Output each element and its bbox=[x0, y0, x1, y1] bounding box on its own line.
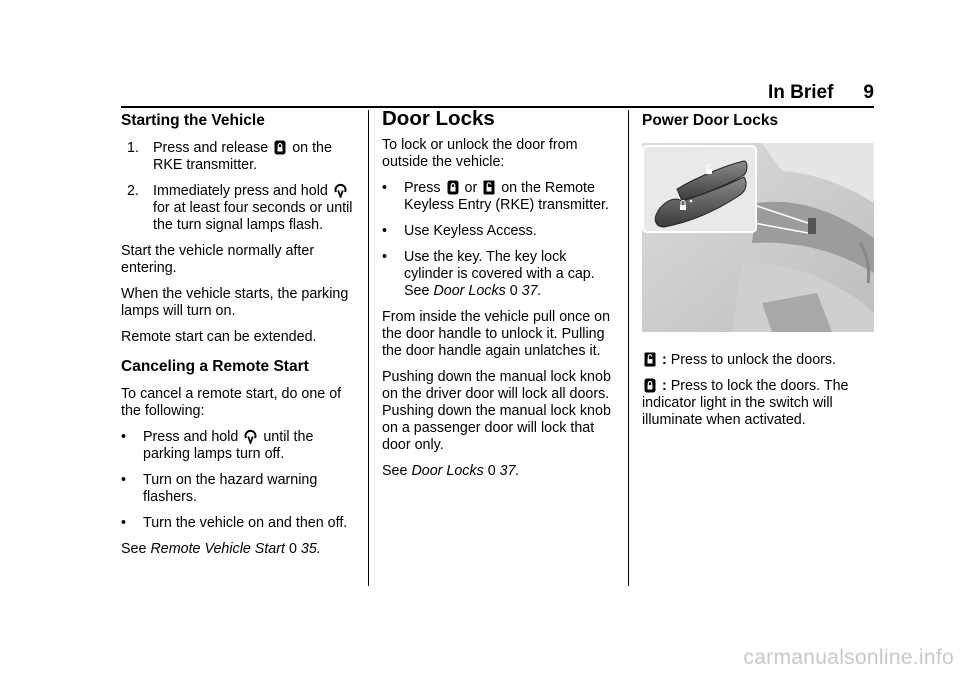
page-ref-arrow: 0 bbox=[487, 463, 496, 479]
column-2 bbox=[382, 108, 614, 489]
door-locks-heading: Door Locks bbox=[382, 107, 495, 130]
paragraph: To cancel a remote start, do one of the following: bbox=[121, 386, 342, 419]
remote-start-icon bbox=[244, 429, 257, 444]
step-1: 1. Press and release on the RKE transmitter. bbox=[127, 140, 332, 173]
paragraph: To lock or unlock the door from outside the vehicle: bbox=[382, 137, 578, 170]
power-door-locks-heading: Power Door Locks bbox=[642, 112, 779, 129]
door-lock-switch-illustration bbox=[642, 143, 874, 332]
paragraph: When the vehicle starts, the parking lamps will turn on. bbox=[121, 286, 349, 319]
step-2: 2. Immediately press and hold for at least four seconds or until the turn signal lamps flash. bbox=[127, 183, 353, 233]
paragraph: Start the vehicle normally after entering. bbox=[121, 243, 315, 276]
cross-reference: See Remote Vehicle Start 0 35. bbox=[121, 541, 321, 557]
starting-vehicle-heading: Starting the Vehicle bbox=[121, 112, 265, 129]
page-number: 9 bbox=[863, 82, 874, 103]
cancel-remote-start-heading: Canceling a Remote Start bbox=[121, 358, 309, 375]
paragraph: Pushing down the manual lock knob on the driver door will lock all doors. Pushing down the manual lock knob on a passenger door will lock that door only. bbox=[382, 369, 611, 453]
cross-reference: See Door Locks 0 37. bbox=[382, 463, 520, 479]
list-item: • Turn on the hazard warning flashers. bbox=[121, 472, 318, 505]
remote-start-icon bbox=[334, 183, 347, 198]
section-title: In Brief bbox=[767, 82, 834, 103]
list-item: • Use the key. The key lock cylinder is covered with a cap. See Door Locks 0 37. bbox=[382, 249, 595, 299]
reference-link[interactable]: Door Locks bbox=[411, 463, 484, 479]
column-divider-1 bbox=[368, 110, 369, 586]
paragraph: From inside the vehicle pull once on the door handle to unlock it. Pulling the door handle again unlatches it. bbox=[382, 309, 611, 359]
lock-button-icon bbox=[447, 180, 459, 195]
unlock-button-icon bbox=[483, 180, 495, 195]
watermark: carmanualsonline.info bbox=[743, 646, 954, 669]
page-header bbox=[768, 82, 874, 104]
lock-description: : Press to lock the doors. The indicator light in the switch will illuminate when activated. bbox=[642, 378, 849, 428]
lock-button-icon bbox=[274, 140, 286, 155]
lock-button-icon bbox=[644, 378, 656, 393]
list-item: • Use Keyless Access. bbox=[382, 223, 537, 239]
column-1 bbox=[121, 108, 353, 567]
column-divider-2 bbox=[628, 110, 629, 586]
list-item: • Turn the vehicle on and then off. bbox=[121, 515, 348, 531]
list-item: • Press and hold until the parking lamps turn off. bbox=[121, 429, 314, 462]
page-ref-arrow: 0 bbox=[509, 283, 518, 299]
paragraph: Remote start can be extended. bbox=[121, 329, 317, 345]
unlock-button-icon bbox=[644, 352, 656, 367]
page-ref-arrow: 0 bbox=[288, 541, 297, 557]
list-item: • Press or on the Remote Keyless Entry (RKE) transmitter. bbox=[382, 180, 609, 213]
column-3 bbox=[642, 108, 874, 438]
reference-link[interactable]: Door Locks bbox=[433, 283, 506, 299]
unlock-description: : Press to unlock the doors. bbox=[642, 352, 874, 369]
reference-link[interactable]: Remote Vehicle Start bbox=[150, 541, 285, 557]
